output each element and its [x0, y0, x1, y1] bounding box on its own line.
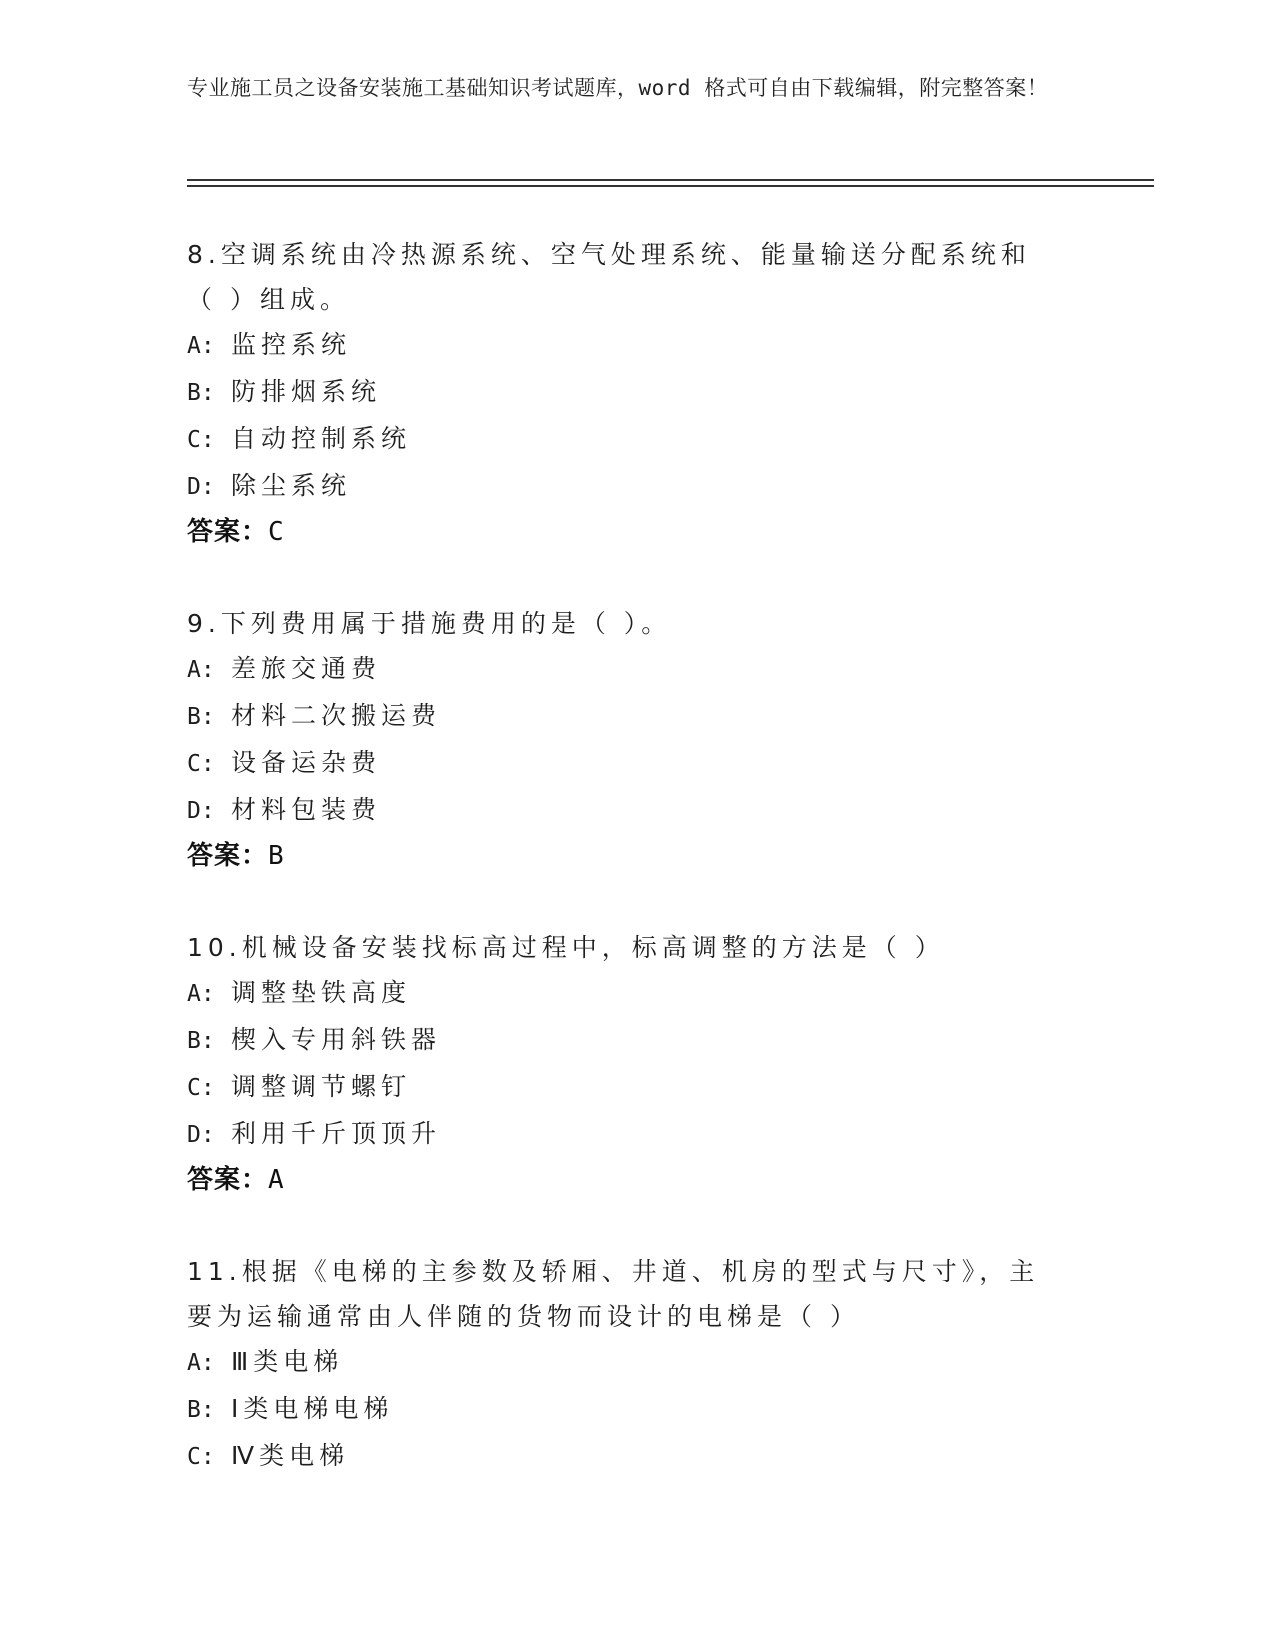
option-letter: C: [187, 427, 215, 453]
option-letter: D: [187, 798, 215, 824]
option-text: 设备运杂费 [231, 748, 382, 777]
option-d [187, 1111, 1087, 1158]
option-a [187, 646, 1087, 693]
answer-label: 答案： [187, 841, 269, 871]
option-text: 自动控制系统 [231, 424, 412, 453]
question-8 [187, 232, 1087, 555]
option-text: 调整垫铁高度 [231, 978, 412, 1007]
header-divider-top [187, 179, 1154, 181]
answer-value: A [268, 1165, 285, 1195]
option-text: 调整调节螺钉 [231, 1072, 412, 1101]
answer-line [187, 1158, 1087, 1203]
option-c [187, 1064, 1087, 1111]
option-c [187, 416, 1087, 463]
answer-line [187, 510, 1087, 555]
answer-label: 答案： [187, 517, 269, 547]
question-11 [187, 1249, 1087, 1480]
option-letter: B: [187, 1397, 215, 1423]
option-text: 差旅交通费 [231, 654, 382, 683]
option-letter: B: [187, 704, 215, 730]
option-letter: B: [187, 380, 215, 406]
answer-value: B [268, 841, 285, 871]
question-10 [187, 925, 1087, 1203]
option-letter: C: [187, 1075, 215, 1101]
option-b [187, 1017, 1087, 1064]
question-9 [187, 601, 1087, 879]
option-c [187, 740, 1087, 787]
option-text: Ⅰ类电梯电梯 [231, 1394, 394, 1423]
option-letter: B: [187, 1028, 215, 1054]
option-text: 楔入专用斜铁器 [231, 1025, 442, 1054]
option-letter: D: [187, 474, 215, 500]
option-d [187, 463, 1087, 510]
option-text: 材料包装费 [231, 795, 382, 824]
option-a [187, 970, 1087, 1017]
option-d [187, 787, 1087, 834]
answer-label: 答案： [187, 1165, 269, 1195]
option-letter: D: [187, 1122, 215, 1148]
option-b [187, 369, 1087, 416]
option-b [187, 1386, 1087, 1433]
option-text: 防排烟系统 [231, 377, 382, 406]
answer-value: C [268, 517, 285, 547]
question-stem: 11.根据《电梯的主参数及轿厢、井道、机房的型式与尺寸》，主要为运输通常由人伴随的货物而设计的电梯是（ ） [187, 1257, 1040, 1331]
question-stem: 8.空调系统由冷热源系统、空气处理系统、能量输送分配系统和（ ）组成。 [187, 240, 1031, 314]
answer-line [187, 834, 1087, 879]
option-letter: C: [187, 751, 215, 777]
option-text: 除尘系统 [231, 471, 352, 500]
option-text: 利用千斤顶顶升 [231, 1119, 442, 1148]
option-letter: A: [187, 657, 215, 683]
option-text: 监控系统 [231, 330, 352, 359]
question-list [187, 232, 1087, 1526]
option-letter: C: [187, 1444, 215, 1470]
option-text: Ⅲ类电梯 [231, 1347, 344, 1376]
header-divider-bottom [187, 185, 1154, 187]
option-text: Ⅳ类电梯 [231, 1441, 350, 1470]
option-letter: A: [187, 333, 215, 359]
option-a [187, 1339, 1087, 1386]
option-letter: A: [187, 981, 215, 1007]
document-header: 专业施工员之设备安装施工基础知识考试题库，word 格式可自由下载编辑，附完整答案！ [187, 76, 1049, 100]
option-c [187, 1433, 1087, 1480]
option-a [187, 322, 1087, 369]
question-stem: 10.机械设备安装找标高过程中，标高调整的方法是（ ） [187, 933, 945, 962]
option-text: 材料二次搬运费 [231, 701, 442, 730]
question-stem: 9.下列费用属于措施费用的是（ ）。 [187, 609, 672, 638]
option-b [187, 693, 1087, 740]
option-letter: A: [187, 1350, 215, 1376]
